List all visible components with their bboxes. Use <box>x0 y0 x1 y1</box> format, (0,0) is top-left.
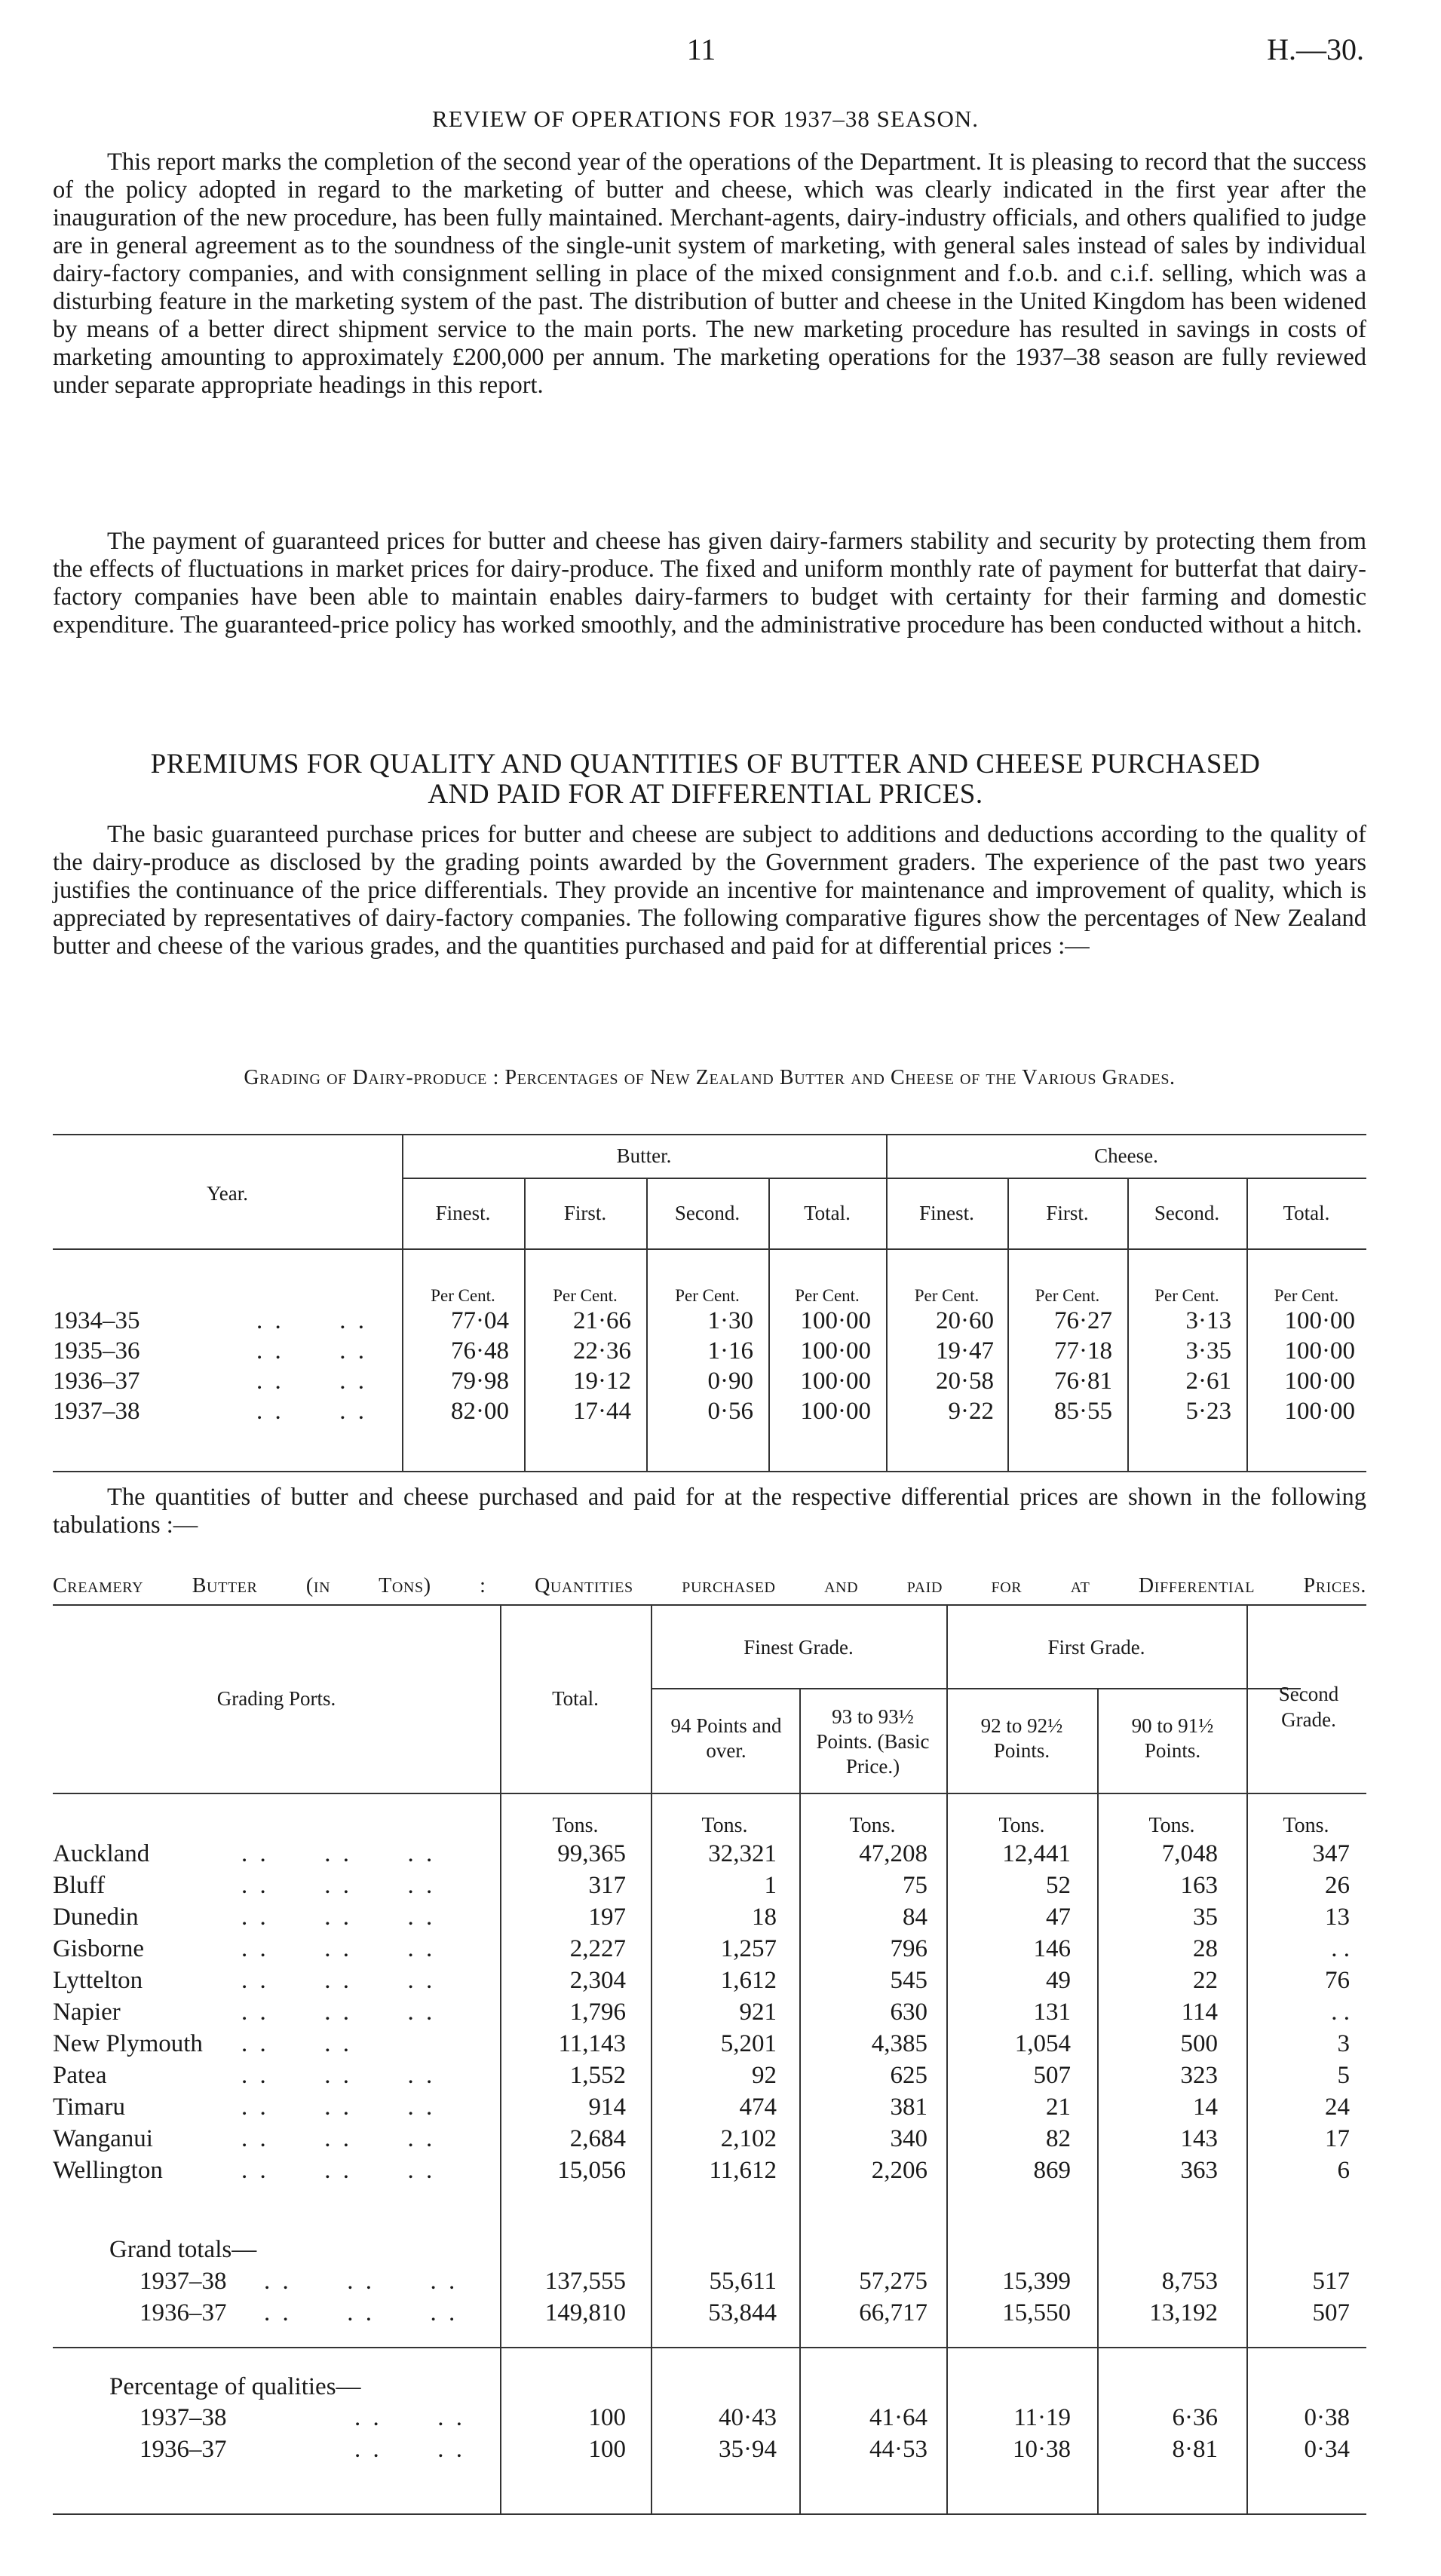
table-cell: 75 <box>903 1872 927 1899</box>
first-grade-header: First Grade. <box>1047 1636 1145 1659</box>
table-cell: 163 <box>1180 1872 1218 1899</box>
table-cell: 84 <box>903 1904 927 1931</box>
row-leader-dots: . . . . <box>241 2030 352 2057</box>
table-cell: 40·43 <box>719 2404 777 2431</box>
table-cell: 92 <box>752 2062 777 2089</box>
row-leader-dots: . . . . . . <box>264 2268 458 2295</box>
row-leader-dots: . . . . . . <box>241 2157 436 2184</box>
header-divider <box>651 1688 1301 1689</box>
table-cell: 2,304 <box>569 1967 626 1994</box>
table-cell: 82·00 <box>451 1398 509 1425</box>
table-cell: 11·19 <box>1013 2404 1071 2431</box>
table-cell: 114 <box>1181 1999 1218 2026</box>
row-leader-dots: . . . . . . <box>241 1840 436 1867</box>
row-leader-dots: . . . . <box>256 1368 367 1395</box>
table-rule-bottom <box>53 2513 1366 2515</box>
column-header: Finest. <box>919 1202 974 1224</box>
port-name: Wanganui <box>53 2125 153 2152</box>
table-cell: 0·90 <box>707 1368 753 1395</box>
port-name: New Plymouth <box>53 2030 203 2057</box>
header-rule <box>53 1248 1366 1250</box>
table-cell: 149,810 <box>544 2299 626 2326</box>
port-name: Dunedin <box>53 1904 139 1931</box>
year-header: Year. <box>206 1182 248 1205</box>
table-cell: 137,555 <box>544 2268 626 2295</box>
table-cell: 55,611 <box>709 2268 777 2295</box>
row-leader-dots: . . . . <box>354 2404 465 2431</box>
table-cell: 323 <box>1180 2062 1218 2089</box>
table-cell: 5 <box>1337 2062 1350 2089</box>
finest-grade-header: Finest Grade. <box>743 1636 854 1659</box>
finest-93-header: 93 to 93½ Points. (Basic Price.) <box>816 1705 930 1778</box>
percentages-label: Percentage of qualities— <box>109 2373 361 2400</box>
table-cell: 0·38 <box>1304 2404 1350 2431</box>
table-cell: 11,143 <box>558 2030 626 2057</box>
table-cell: 77·18 <box>1054 1337 1112 1365</box>
creamery-table-caption: Creamery Butter (in Tons) : Quantities purchased and paid for at Differential Prices. <box>53 1574 1366 1597</box>
table-cell: 3·13 <box>1185 1307 1231 1334</box>
table-cell: 1·16 <box>707 1337 753 1365</box>
table-cell: 35 <box>1193 1904 1218 1931</box>
review-paragraph-2: The payment of guaranteed prices for butter and cheese has given dairy-farmers stability and security by protecting them from the effects of fluctuations in market prices for dairy-produce. The fixed and uniform monthly rate of payment for butterfat that dairy-factory companies have been able to maintain enables dairy-farmers to budget with certainty for their farming and domestic expenditure. The guaranteed-price policy has worked smoothly, and the administrative procedure has been conducted without a hitch. <box>53 528 1366 639</box>
port-name: Bluff <box>53 1872 106 1899</box>
row-year: 1934–35 <box>53 1307 140 1334</box>
table-cell: 53,844 <box>708 2299 777 2326</box>
table-cell: 28 <box>1193 1935 1218 1962</box>
table-cell: 517 <box>1312 2268 1350 2295</box>
table-cell: 143 <box>1180 2125 1218 2152</box>
unit-label: Per Cent. <box>1035 1286 1100 1305</box>
table-cell: 10·38 <box>1013 2436 1071 2463</box>
unit-label: Tons. <box>1283 1814 1329 1837</box>
premiums-title-line-1: PREMIUMS FOR QUALITY AND QUANTITIES OF BUTTER AND CHEESE PURCHASED <box>150 749 1261 780</box>
table-cell: 1,257 <box>720 1935 777 1962</box>
table-cell: 35·94 <box>719 2436 777 2463</box>
header-rule <box>53 1793 1366 1794</box>
ports-header: Grading Ports. <box>216 1687 336 1710</box>
row-leader-dots: . . . . <box>256 1307 367 1334</box>
table-cell: 85·55 <box>1054 1398 1112 1425</box>
table-cell: 6·36 <box>1172 2404 1218 2431</box>
table-cell: 19·47 <box>936 1337 994 1365</box>
unit-label: Per Cent. <box>795 1286 860 1305</box>
unit-label: Per Cent. <box>553 1286 618 1305</box>
table-cell: 1,054 <box>1014 2030 1071 2057</box>
table-cell: 15,550 <box>1002 2299 1071 2326</box>
table-cell: 7,048 <box>1161 1840 1218 1867</box>
table-cell: 100 <box>588 2436 626 2463</box>
first-90-header: 90 to 91½ Points. <box>1131 1714 1214 1762</box>
table-cell: 2·61 <box>1185 1368 1231 1395</box>
table-cell: 49 <box>1046 1967 1071 1994</box>
row-leader-dots: . . . . . . <box>241 1967 436 1994</box>
table-cell: 197 <box>588 1904 626 1931</box>
table-cell: 625 <box>890 2062 927 2089</box>
table-cell: 2,102 <box>720 2125 777 2152</box>
table-cell: 47 <box>1046 1904 1071 1931</box>
table-cell: 19·12 <box>573 1368 631 1395</box>
port-name: Lyttelton <box>53 1967 143 1994</box>
table-cell: 76·81 <box>1054 1368 1112 1395</box>
table-cell: 17·44 <box>573 1398 631 1425</box>
port-name: Gisborne <box>53 1935 144 1962</box>
table-cell: 6 <box>1337 2157 1350 2184</box>
unit-label: Per Cent. <box>675 1286 740 1305</box>
page-number: 11 <box>686 32 716 66</box>
table-cell: 57,275 <box>859 2268 927 2295</box>
review-title: REVIEW OF OPERATIONS FOR 1937–38 SEASON. <box>432 106 979 132</box>
row-year: 1936–37 <box>53 1368 140 1395</box>
section-rule <box>53 2347 1366 2348</box>
table-cell: 32,321 <box>708 1840 777 1867</box>
table-cell: . . <box>1331 1935 1350 1962</box>
table-cell: 66,717 <box>859 2299 927 2326</box>
table-cell: 131 <box>1033 1999 1071 2026</box>
row-leader-dots: . . . . . . <box>241 2094 436 2121</box>
row-year: 1936–37 <box>140 2299 227 2326</box>
table-cell: 1·30 <box>707 1307 753 1334</box>
table-cell: 3·35 <box>1185 1337 1231 1365</box>
table-cell: 76·48 <box>451 1337 509 1365</box>
table-cell: 52 <box>1046 1872 1071 1899</box>
row-leader-dots: . . . . <box>256 1337 367 1365</box>
grading-table-caption: Grading of Dairy-produce : Percentages of New Zealand Butter and Cheese of the Various Grades. <box>244 1066 1176 1089</box>
grand-totals-label: Grand totals— <box>109 2236 257 2263</box>
col-divider <box>1246 1604 1248 2513</box>
table-cell: 15,056 <box>557 2157 626 2184</box>
column-header: First. <box>1046 1202 1089 1224</box>
table-cell: 5·23 <box>1185 1398 1231 1425</box>
column-header: First. <box>563 1202 607 1224</box>
table-cell: 507 <box>1312 2299 1350 2326</box>
row-leader-dots: . . . . . . <box>264 2299 458 2326</box>
unit-label: Per Cent. <box>1154 1286 1219 1305</box>
table-cell: 317 <box>588 1872 626 1899</box>
column-header: Total. <box>804 1202 851 1224</box>
table-cell: 100·00 <box>800 1368 871 1395</box>
table-cell: 13 <box>1325 1904 1350 1931</box>
table-cell: 146 <box>1033 1935 1071 1962</box>
table-cell: 18 <box>752 1904 777 1931</box>
table-cell: 20·60 <box>936 1307 994 1334</box>
table-cell: 100·00 <box>1284 1398 1355 1425</box>
port-name: Patea <box>53 2062 107 2089</box>
table-cell: 2,206 <box>871 2157 927 2184</box>
column-header: Second. <box>674 1202 740 1224</box>
table-rule-top <box>53 1134 1366 1135</box>
first-92-header: 92 to 92½ Points. <box>980 1714 1063 1762</box>
table-cell: 2,684 <box>569 2125 626 2152</box>
table-cell: 76·27 <box>1054 1307 1112 1334</box>
row-leader-dots: . . . . . . <box>241 2125 436 2152</box>
table-cell: 381 <box>890 2094 927 2121</box>
quantities-intro: The quantities of butter and cheese purchased and paid for at the respective differential prices are shown in the following tabulations :— <box>53 1484 1366 1539</box>
table-cell: 5,201 <box>720 2030 777 2057</box>
row-leader-dots: . . . . <box>256 1398 367 1425</box>
total-header: Total. <box>552 1687 599 1710</box>
document-reference: H.—30. <box>1267 32 1364 66</box>
unit-label: Per Cent. <box>431 1286 495 1305</box>
table-cell: 21·66 <box>573 1307 631 1334</box>
butter-group-header: Butter. <box>616 1144 672 1167</box>
table-cell: 22·36 <box>573 1337 631 1365</box>
table-cell: 630 <box>890 1999 927 2026</box>
table-cell: 24 <box>1325 2094 1350 2121</box>
table-cell: 100·00 <box>1284 1307 1355 1334</box>
table-cell: 4,385 <box>871 2030 927 2057</box>
table-cell: 11,612 <box>709 2157 777 2184</box>
column-header: Second. <box>1154 1202 1220 1224</box>
row-year: 1937–38 <box>140 2404 227 2431</box>
col-divider <box>946 1604 948 2513</box>
port-name: Auckland <box>53 1840 150 1867</box>
table-cell: 44·53 <box>869 2436 927 2463</box>
table-cell: 507 <box>1033 2062 1071 2089</box>
table-cell: 77·04 <box>451 1307 509 1334</box>
header-divider <box>402 1178 1366 1179</box>
unit-label: Tons. <box>849 1814 896 1837</box>
table-cell: 0·56 <box>707 1398 753 1425</box>
table-cell: 26 <box>1325 1872 1350 1899</box>
row-year: 1937–38 <box>140 2268 227 2295</box>
table-cell: 100·00 <box>800 1307 871 1334</box>
table-cell: 13,192 <box>1149 2299 1218 2326</box>
table-cell: 100·00 <box>800 1398 871 1425</box>
table-cell: 20·58 <box>936 1368 994 1395</box>
table-cell: 22 <box>1193 1967 1218 1994</box>
second-grade-header: Second Grade. <box>1278 1683 1339 1731</box>
table-cell: 500 <box>1180 2030 1218 2057</box>
table-cell: 14 <box>1193 2094 1218 2121</box>
port-name: Timaru <box>53 2094 125 2121</box>
row-leader-dots: . . . . . . <box>241 1904 436 1931</box>
premiums-paragraph: The basic guaranteed purchase prices for butter and cheese are subject to additions and deductions according to the quality of the dairy-produce as disclosed by the grading points awarded by the Government graders. The experience of the past two years justifies the continuance of the price differentials. They provide an incentive for maintenance and improvement of quality, which is appreciated by representatives of dairy-factory companies. The following comparative figures show the percentages of New Zealand butter and cheese of the various grades, and the quantities purchased and paid for at differential prices :— <box>53 821 1366 960</box>
premiums-title-line-2: AND PAID FOR AT DIFFERENTIAL PRICES. <box>428 779 983 810</box>
table-cell: 41·64 <box>869 2404 927 2431</box>
port-name: Napier <box>53 1999 121 2026</box>
table-cell: 347 <box>1312 1840 1350 1867</box>
column-header: Total. <box>1283 1202 1330 1224</box>
finest-94-header: 94 Points and over. <box>670 1714 782 1762</box>
unit-label: Tons. <box>552 1814 599 1837</box>
unit-label: Tons. <box>701 1814 748 1837</box>
review-paragraph-1: This report marks the completion of the second year of the operations of the Department. It is pleasing to record that the success of the policy adopted in regard to the marketing of butter and cheese, which was clearly indicated in the first year after the inauguration of the new procedure, has been fully maintained. Merchant-agents, dairy-industry officials, and others qualified to judge are in general agreement as to the soundness of the single-unit system of marketing, with general sales instead of sales by individual dairy-factory companies, and with consignment selling in place of the mixed consignment and f.o.b. and c.i.f. selling, which was a disturbing feature in the marketing system of the past. The distribution of butter and cheese in the United Kingdom has been widened by means of a better direct shipment service to the main ports. The new marketing procedure has resulted in savings in costs of marketing amounting to approximately £200,000 per annum. The marketing operations for the 1937–38 season are fully reviewed under separate appropriate headings in this report. <box>53 149 1366 399</box>
table-cell: 9·22 <box>948 1398 994 1425</box>
unit-label: Per Cent. <box>1274 1286 1339 1305</box>
table-cell: 1,552 <box>569 2062 626 2089</box>
table-cell: 1,612 <box>720 1967 777 1994</box>
table-cell: 914 <box>588 2094 626 2121</box>
unit-label: Tons. <box>1148 1814 1195 1837</box>
table-cell: 1,796 <box>569 1999 626 2026</box>
row-year: 1935–36 <box>53 1337 140 1365</box>
table-cell: 100·00 <box>800 1337 871 1365</box>
table-cell: 0·34 <box>1304 2436 1350 2463</box>
unit-label: Tons. <box>998 1814 1045 1837</box>
table-cell: . . <box>1331 1999 1350 2026</box>
table-rule-top <box>53 1604 1366 1606</box>
row-leader-dots: . . . . . . <box>241 1872 436 1899</box>
cheese-group-header: Cheese. <box>1094 1144 1158 1167</box>
table-cell: 15,399 <box>1002 2268 1071 2295</box>
table-cell: 921 <box>739 1999 777 2026</box>
table-cell: 47,208 <box>859 1840 927 1867</box>
col-divider <box>651 1604 652 2513</box>
table-cell: 796 <box>890 1935 927 1962</box>
row-leader-dots: . . . . . . <box>241 1935 436 1962</box>
table-cell: 82 <box>1046 2125 1071 2152</box>
table-cell: 76 <box>1325 1967 1350 1994</box>
row-leader-dots: . . . . . . <box>241 2062 436 2089</box>
table-cell: 100·00 <box>1284 1368 1355 1395</box>
table-cell: 21 <box>1046 2094 1071 2121</box>
column-header: Finest. <box>435 1202 491 1224</box>
table-cell: 1 <box>764 1872 777 1899</box>
table-cell: 474 <box>739 2094 777 2121</box>
unit-label: Per Cent. <box>914 1286 980 1305</box>
table-cell: 12,441 <box>1002 1840 1071 1867</box>
table-cell: 869 <box>1033 2157 1071 2184</box>
table-rule-bottom <box>53 1471 1366 1472</box>
table-cell: 100 <box>588 2404 626 2431</box>
table-cell: 545 <box>890 1967 927 1994</box>
row-year: 1937–38 <box>53 1398 140 1425</box>
port-name: Wellington <box>53 2157 163 2184</box>
row-leader-dots: . . . . . . <box>241 1999 436 2026</box>
table-cell: 363 <box>1180 2157 1218 2184</box>
table-cell: 79·98 <box>451 1368 509 1395</box>
table-cell: 8·81 <box>1172 2436 1218 2463</box>
row-year: 1936–37 <box>140 2436 227 2463</box>
table-cell: 17 <box>1325 2125 1350 2152</box>
table-cell: 100·00 <box>1284 1337 1355 1365</box>
row-leader-dots: . . . . <box>354 2436 465 2463</box>
table-cell: 2,227 <box>569 1935 626 1962</box>
col-divider <box>500 1604 501 2513</box>
table-cell: 3 <box>1337 2030 1350 2057</box>
table-cell: 8,753 <box>1161 2268 1218 2295</box>
table-cell: 340 <box>890 2125 927 2152</box>
table-cell: 99,365 <box>557 1840 626 1867</box>
